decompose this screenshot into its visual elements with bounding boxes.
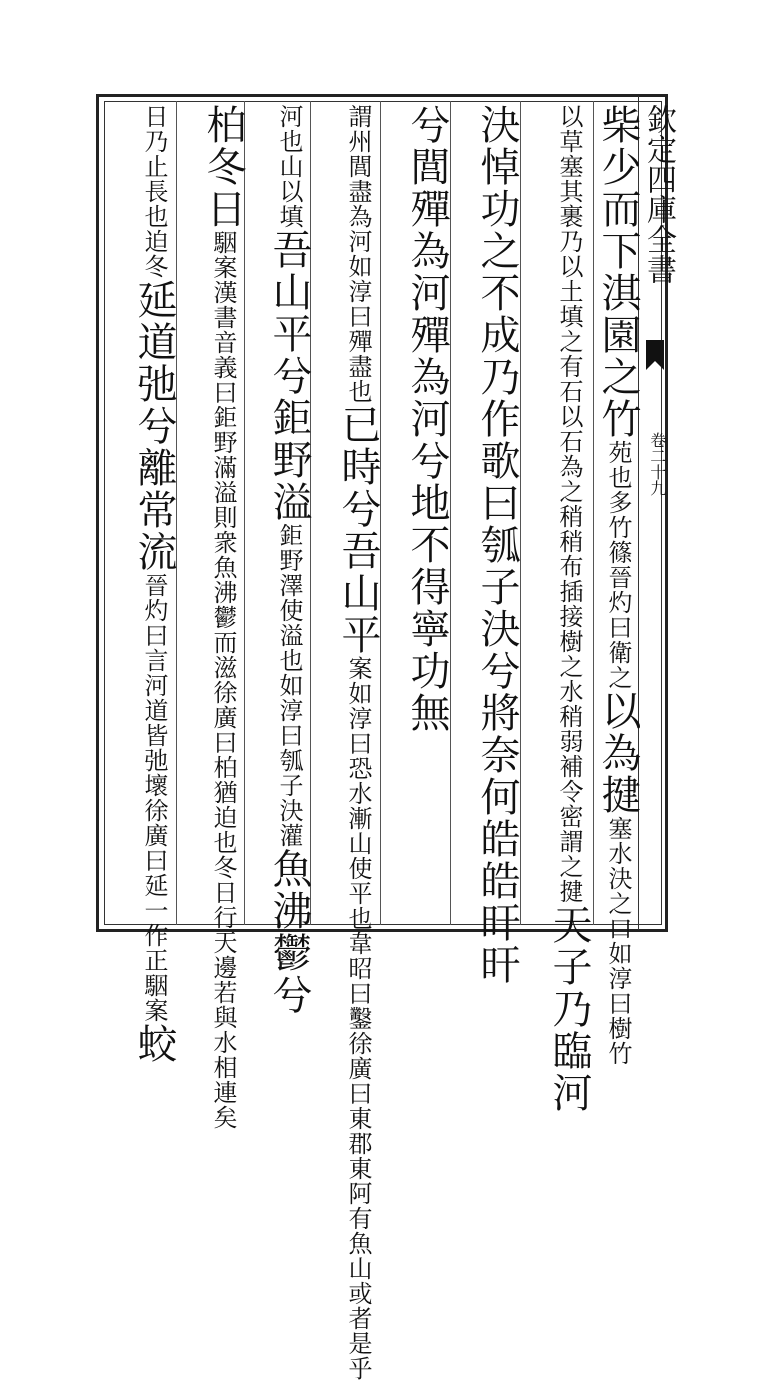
main-text: 柴少而下淇園之竹 [595,104,641,440]
text-column-7 [179,104,246,1130]
text-column-4 [385,104,450,920]
column-rule [593,101,594,925]
main-text: 決悼功之不成乃作歌曰瓠子決兮將奈何皓皓旰旰 [474,104,520,986]
text-column-8 [108,104,177,1065]
annotation-left: 苑也多竹篠 [604,440,632,565]
annotation-left: 河也 [275,104,303,154]
main-text: 天子乃臨河 [546,904,592,1114]
main-text-tail: 魚沸鬱兮 [266,848,312,1016]
margin-title: 欽定四庫全書 [641,104,676,284]
main-text-tail: 以為揵 [595,690,641,816]
column-rule [520,101,521,925]
main-text: 已時兮吾山平 [335,404,381,656]
annotation-right: 如淳曰瓠子決灌 [275,673,303,848]
annotation-right: 徐廣曰柏猶迫也冬日行天邊若與水相連矣 [209,680,237,1130]
annotation-left: 以草塞其裹乃以土填之有石以石為之 [555,104,583,504]
annotation-right: 稍稍布插接樹之水稍弱補令密謂之揵 [555,504,583,904]
text-column-6 [247,104,312,1016]
annotation-right: 徐廣曰東郡東阿有魚山或者是乎 [344,1031,372,1381]
annotation-right: 長也迫冬 [140,179,168,279]
text-column-1 [595,104,641,1066]
annotation-left: 謂州閭盡為河 [344,104,372,254]
text-column-5 [314,104,381,1381]
main-text: 兮閭殫為河殫為河兮地不得寧功無 [404,104,450,734]
annotation-left: 晉灼曰言河道皆弛壞 [140,573,168,798]
main-text: 延道弛兮離常流 [131,279,177,573]
text-column-3 [455,104,520,986]
main-text: 柏冬日 [200,104,246,230]
annotation-left: 案如淳曰恐水漸山使平也韋昭曰鑿 [344,656,372,1031]
annotation-right: 晉灼曰衛之 [604,565,632,690]
text-column-2 [523,104,592,1114]
annotation-right: 如淳曰殫盡也 [344,254,372,404]
annotation-left: 日乃止 [140,104,168,179]
annotation-right: 如淳曰樹竹 [604,941,632,1066]
annotation-right: 山以填 [275,154,303,229]
column-rule [450,101,451,925]
annotation-right: 徐廣曰延一作正駰案 [140,798,168,1023]
main-text: 吾山平兮鉅野溢 [266,229,312,523]
annotation-left: 塞水決之口 [604,816,632,941]
annotation-left: 鉅野澤使溢也 [275,523,303,673]
annotation-left: 駰案漢書音義曰鉅野滿溢則衆魚沸鬱而滋 [209,230,237,680]
margin-volume: 卷二十九 [647,432,667,496]
main-text-tail: 蛟 [131,1023,177,1065]
